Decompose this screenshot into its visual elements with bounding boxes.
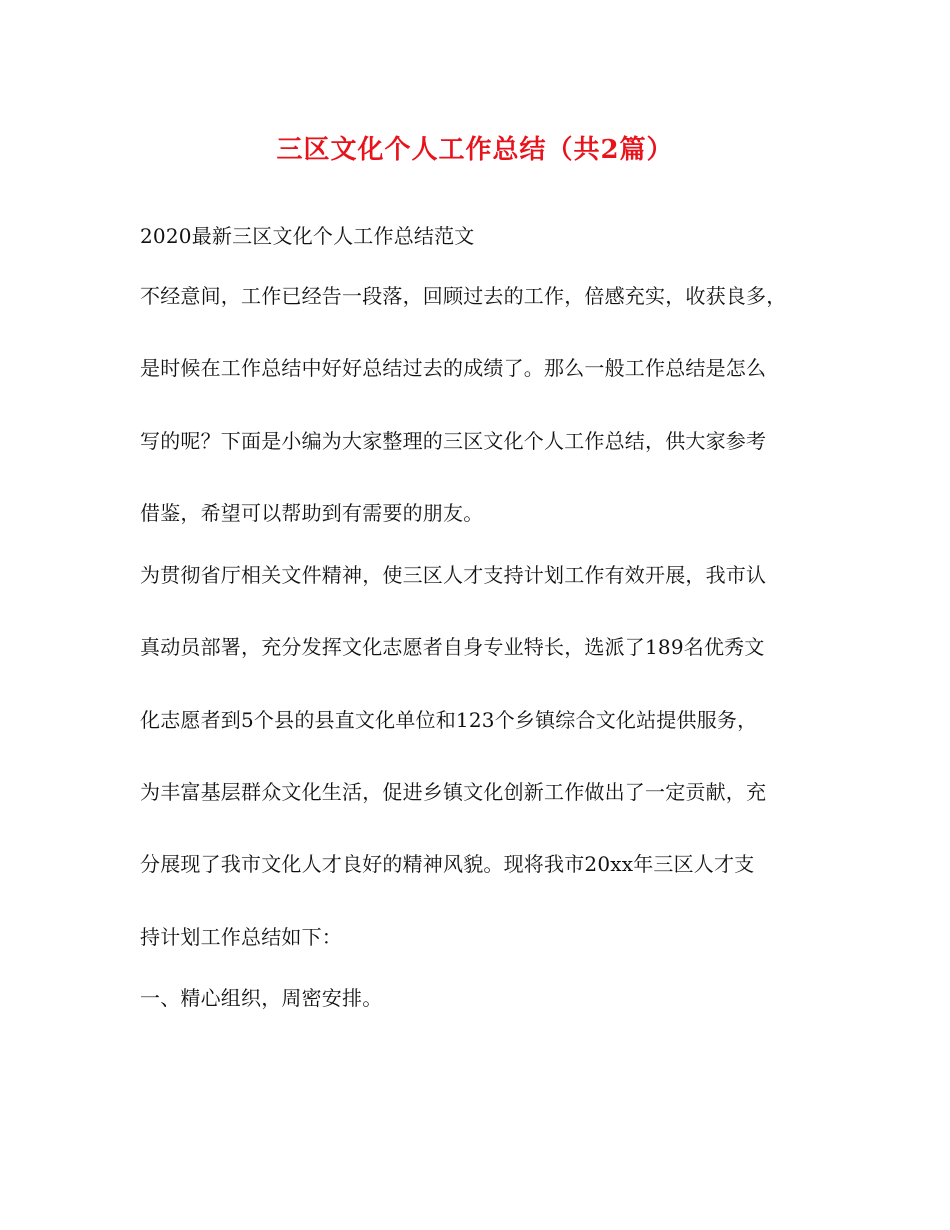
intro-line-2: 是时候在工作总结中好好总结过去的成绩了。那么一般工作总结是怎么: [140, 356, 767, 380]
document-subtitle: 2020最新三区文化个人工作总结范文: [140, 224, 475, 248]
intro-line-3: 写的呢？下面是小编为大家整理的三区文化个人工作总结，供大家参考: [140, 429, 767, 453]
document-title: 三区文化个人工作总结（共2篇）: [276, 135, 674, 165]
body-line-6: 持计划工作总结如下：: [140, 925, 342, 949]
body-line-1: 为贯彻省厅相关文件精神，使三区人才支持计划工作有效开展，我市认: [140, 563, 767, 587]
section-heading: 一、精心组织，周密安排。: [140, 986, 383, 1010]
body-line-5: 分展现了我市文化人才良好的精神风貌。现将我市20xx年三区人才支: [140, 852, 755, 876]
body-line-4: 为丰富基层群众文化生活，促进乡镇文化创新工作做出了一定贡献，充: [140, 780, 767, 804]
intro-line-1: 不经意间，工作已经告一段落，回顾过去的工作，倍感充实，收获良多，: [140, 284, 787, 308]
body-line-2: 真动员部署，充分发挥文化志愿者自身专业特长，选派了189名优秀文: [140, 635, 765, 659]
body-line-3: 化志愿者到5个县的县直文化单位和123个乡镇综合文化站提供服务，: [140, 708, 758, 732]
intro-line-4: 借鉴，希望可以帮助到有需要的朋友。: [140, 501, 484, 525]
